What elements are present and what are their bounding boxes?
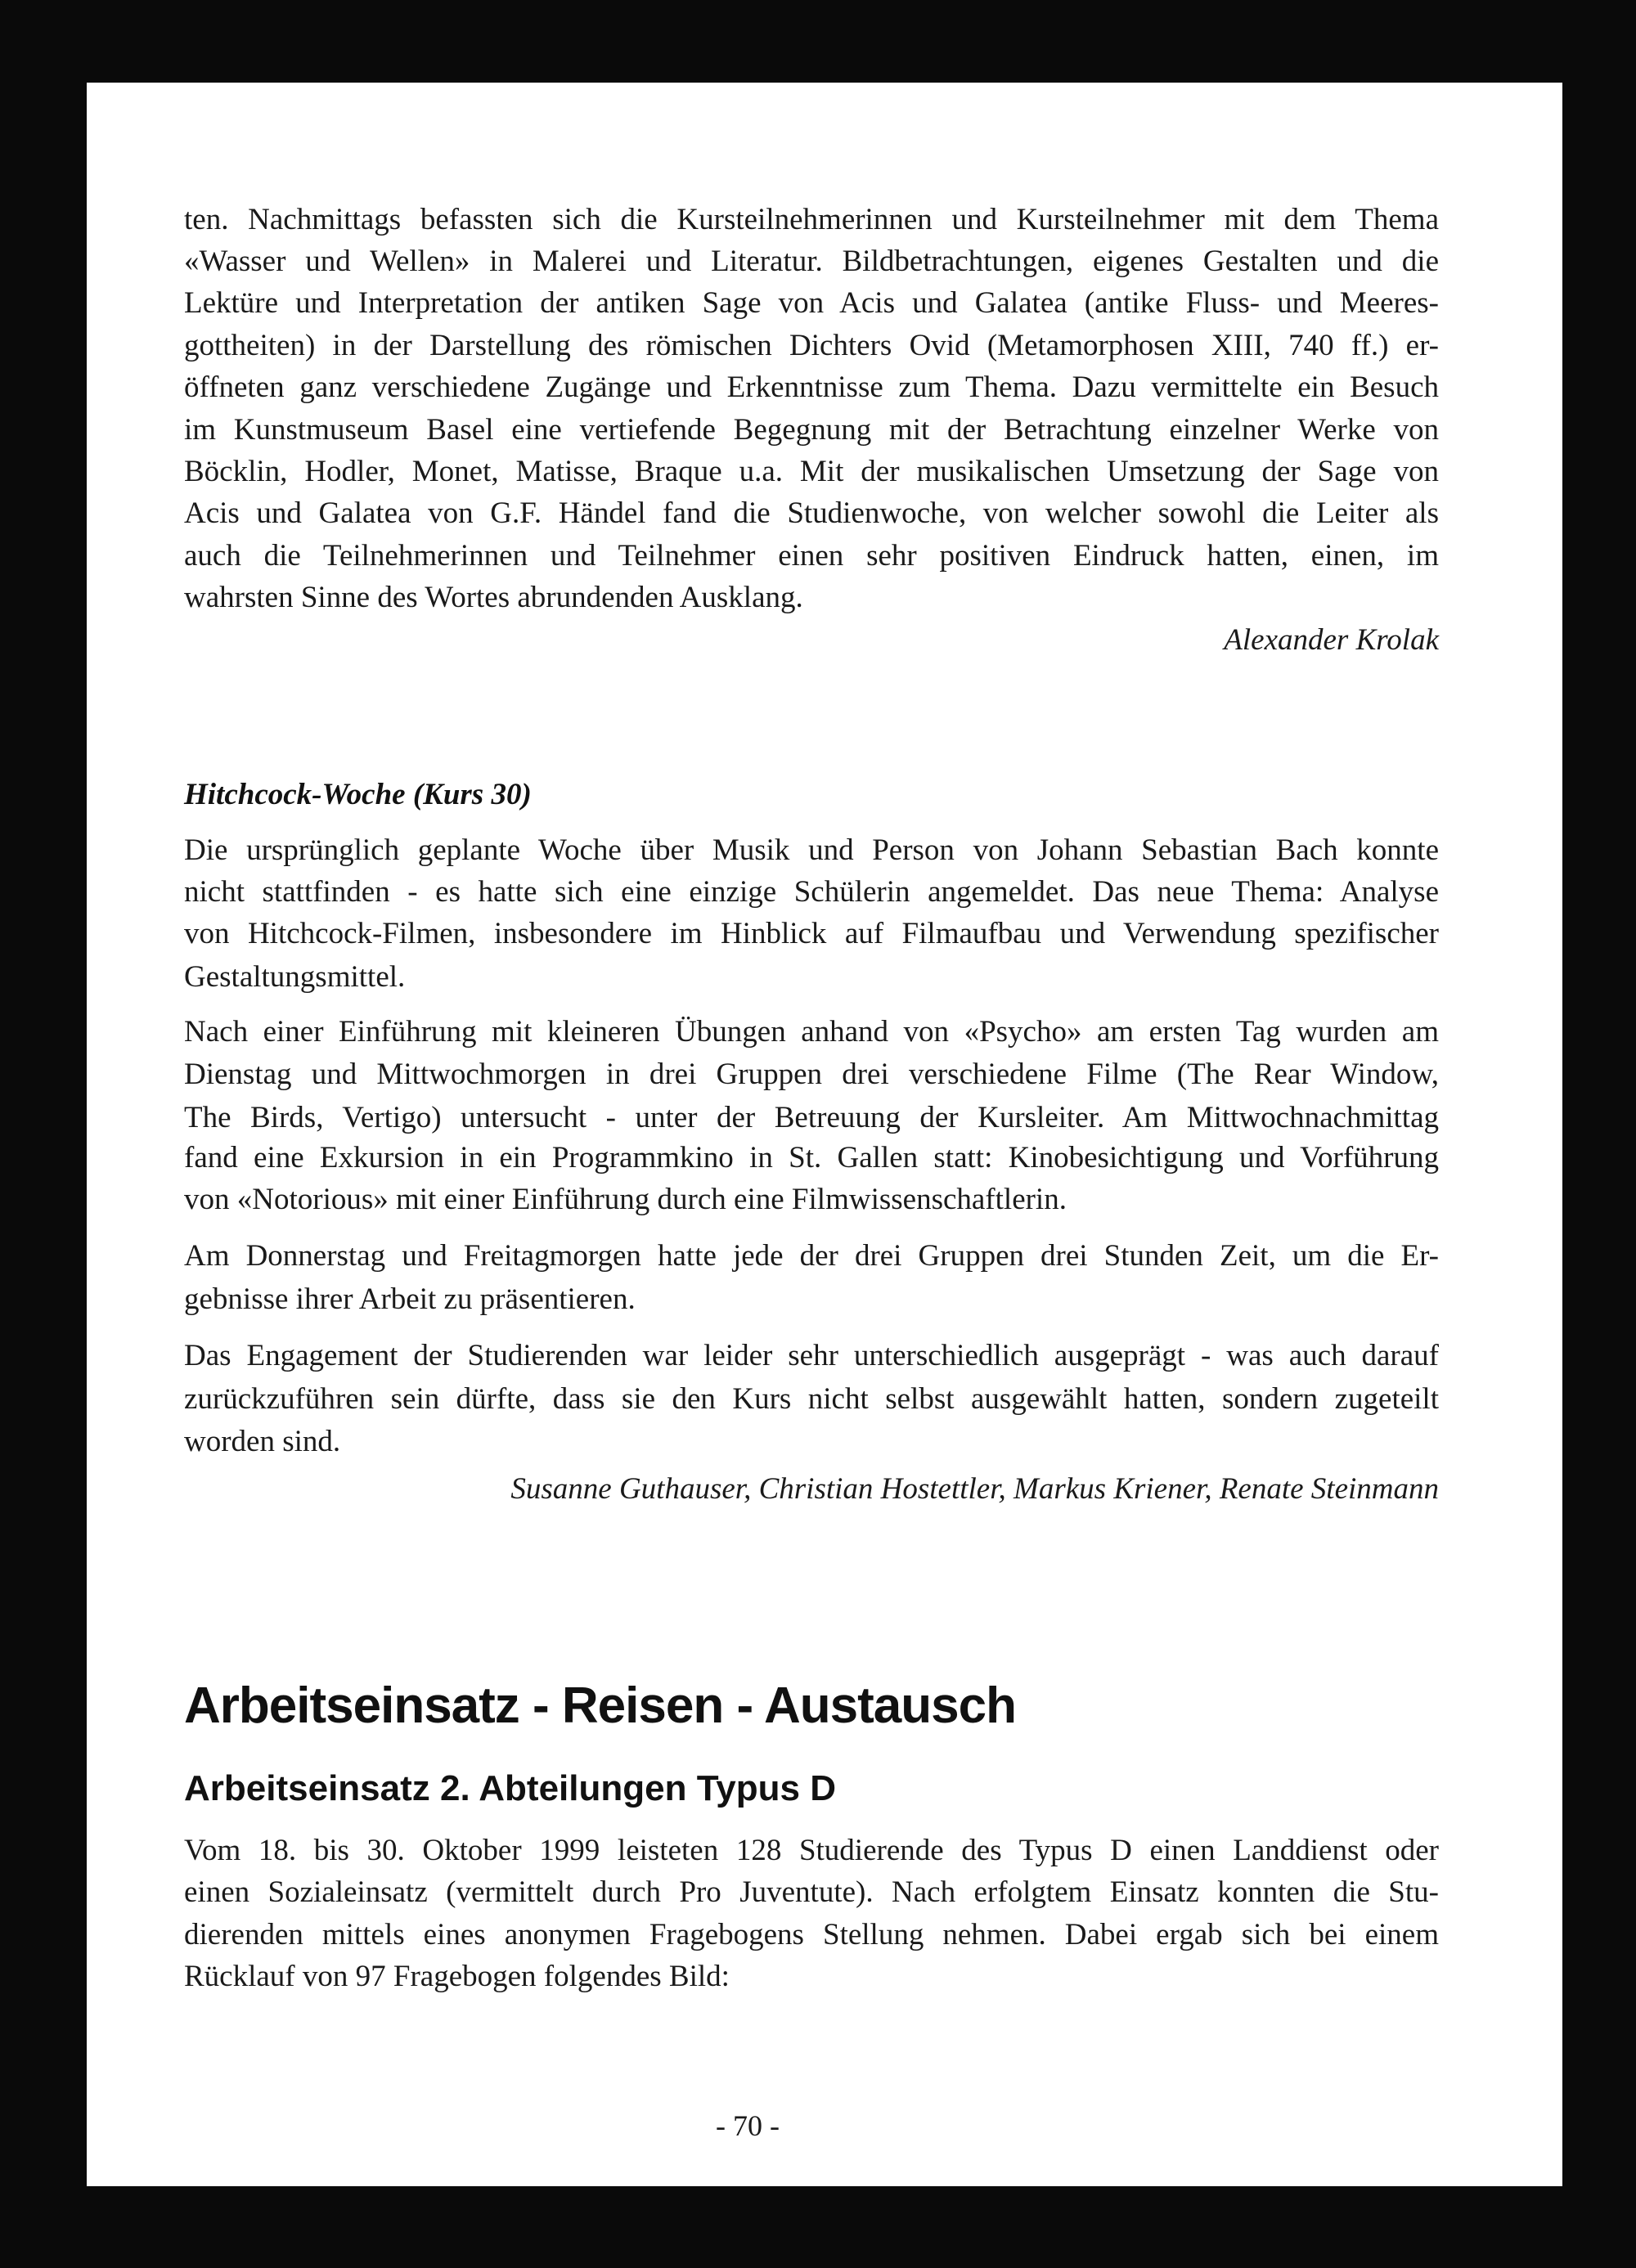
paragraph-line: wahrsten Sinne des Wortes abrundenden Ausklang.: [184, 581, 803, 614]
paragraph-line: «Wasser und Wellen» in Malerei und Literatur. Bildbetrachtungen, eigenes Gestalten und die: [184, 245, 1439, 278]
paragraph-line: gottheiten) in der Darstellung des römischen Dichters Ovid (Metamorphosen XIII, 740 ff.) er-: [184, 329, 1439, 362]
page-number: - 70 -: [716, 2109, 780, 2142]
paragraph-line: The Birds, Vertigo) untersucht - unter der Betreuung der Kursleiter. Am Mittwochnachmittag: [184, 1101, 1439, 1134]
paragraph-line: dierenden mittels eines anonymen Fragebogens Stellung nehmen. Dabei ergab sich bei einem: [184, 1918, 1439, 1951]
paragraph-line: Lektüre und Interpretation der antiken Sage von Acis und Galatea (antike Fluss- und Meeres-: [184, 286, 1439, 320]
paragraph-line: ten. Nachmittags befassten sich die Kursteilnehmerinnen und Kursteilnehmer mit dem Thema: [184, 203, 1439, 236]
paragraph-line: nicht stattfinden - es hatte sich eine einzige Schülerin angemeldet. Das neue Thema: Analyse: [184, 875, 1439, 909]
paragraph-line: Dienstag und Mittwochmorgen in drei Gruppen drei verschiedene Filme (The Rear Window,: [184, 1058, 1439, 1091]
paragraph-line: öffneten ganz verschiedene Zugänge und Erkenntnisse zum Thema. Dazu vermittelte ein Besuch: [184, 371, 1439, 404]
paragraph-line: Die ursprünglich geplante Woche über Musik und Person von Johann Sebastian Bach konnte: [184, 833, 1439, 867]
paragraph-line: Das Engagement der Studierenden war leider sehr unterschiedlich ausgeprägt - was auch darauf: [184, 1339, 1439, 1372]
paragraph-line: fand eine Exkursion in ein Programmkino in St. Gallen statt: Kinobesichtigung und Vorführung: [184, 1141, 1439, 1174]
paragraph-line: gebnisse ihrer Arbeit zu präsentieren.: [184, 1282, 636, 1316]
paragraph-line: Am Donnerstag und Freitagmorgen hatte jede der drei Gruppen drei Stunden Zeit, um die Er-: [184, 1239, 1439, 1273]
paragraph-line: von «Notorious» mit einer Einführung durch eine Filmwissenschaftlerin.: [184, 1183, 1067, 1216]
paragraph-line: Acis und Galatea von G.F. Händel fand die Studienwoche, von welcher sowohl die Leiter als: [184, 496, 1439, 530]
paragraph-line: von Hitchcock-Filmen, insbesondere im Hinblick auf Filmaufbau und Verwendung spezifischer: [184, 917, 1439, 950]
author-signature: Susanne Guthauser, Christian Hostettler, Markus Kriener, Renate Steinmann: [510, 1472, 1439, 1506]
paragraph-line: einen Sozialeinsatz (vermittelt durch Pro Juventute). Nach erfolgtem Einsatz konnten die Stu-: [184, 1875, 1439, 1909]
paragraph-line: Gestaltungsmittel.: [184, 960, 406, 994]
section-heading: Hitchcock-Woche (Kurs 30): [184, 778, 532, 811]
section-subtitle: Arbeitseinsatz 2. Abteilungen Typus D: [184, 1768, 837, 1808]
chapter-title: Arbeitseinsatz - Reisen - Austausch: [184, 1677, 1016, 1734]
paragraph-line: Vom 18. bis 30. Oktober 1999 leisteten 128 Studierende des Typus D einen Landdienst oder: [184, 1834, 1439, 1867]
paragraph-line: Rücklauf von 97 Fragebogen folgendes Bild:: [184, 1960, 730, 1993]
paragraph-line: auch die Teilnehmerinnen und Teilnehmer einen sehr positiven Eindruck hatten, einen, im: [184, 539, 1439, 573]
paragraph-line: zurückzuführen sein dürfte, dass sie den Kurs nicht selbst ausgewählt hatten, sondern zugeteilt: [184, 1382, 1439, 1416]
paragraph-line: Nach einer Einführung mit kleineren Übungen anhand von «Psycho» am ersten Tag wurden am: [184, 1015, 1439, 1049]
paragraph-line: worden sind.: [184, 1425, 341, 1458]
author-signature: Alexander Krolak: [1224, 623, 1439, 657]
paragraph-line: Böcklin, Hodler, Monet, Matisse, Braque u.a. Mit der musikalischen Umsetzung der Sage von: [184, 455, 1439, 488]
paragraph-line: im Kunstmuseum Basel eine vertiefende Begegnung mit der Betrachtung einzelner Werke von: [184, 413, 1439, 447]
